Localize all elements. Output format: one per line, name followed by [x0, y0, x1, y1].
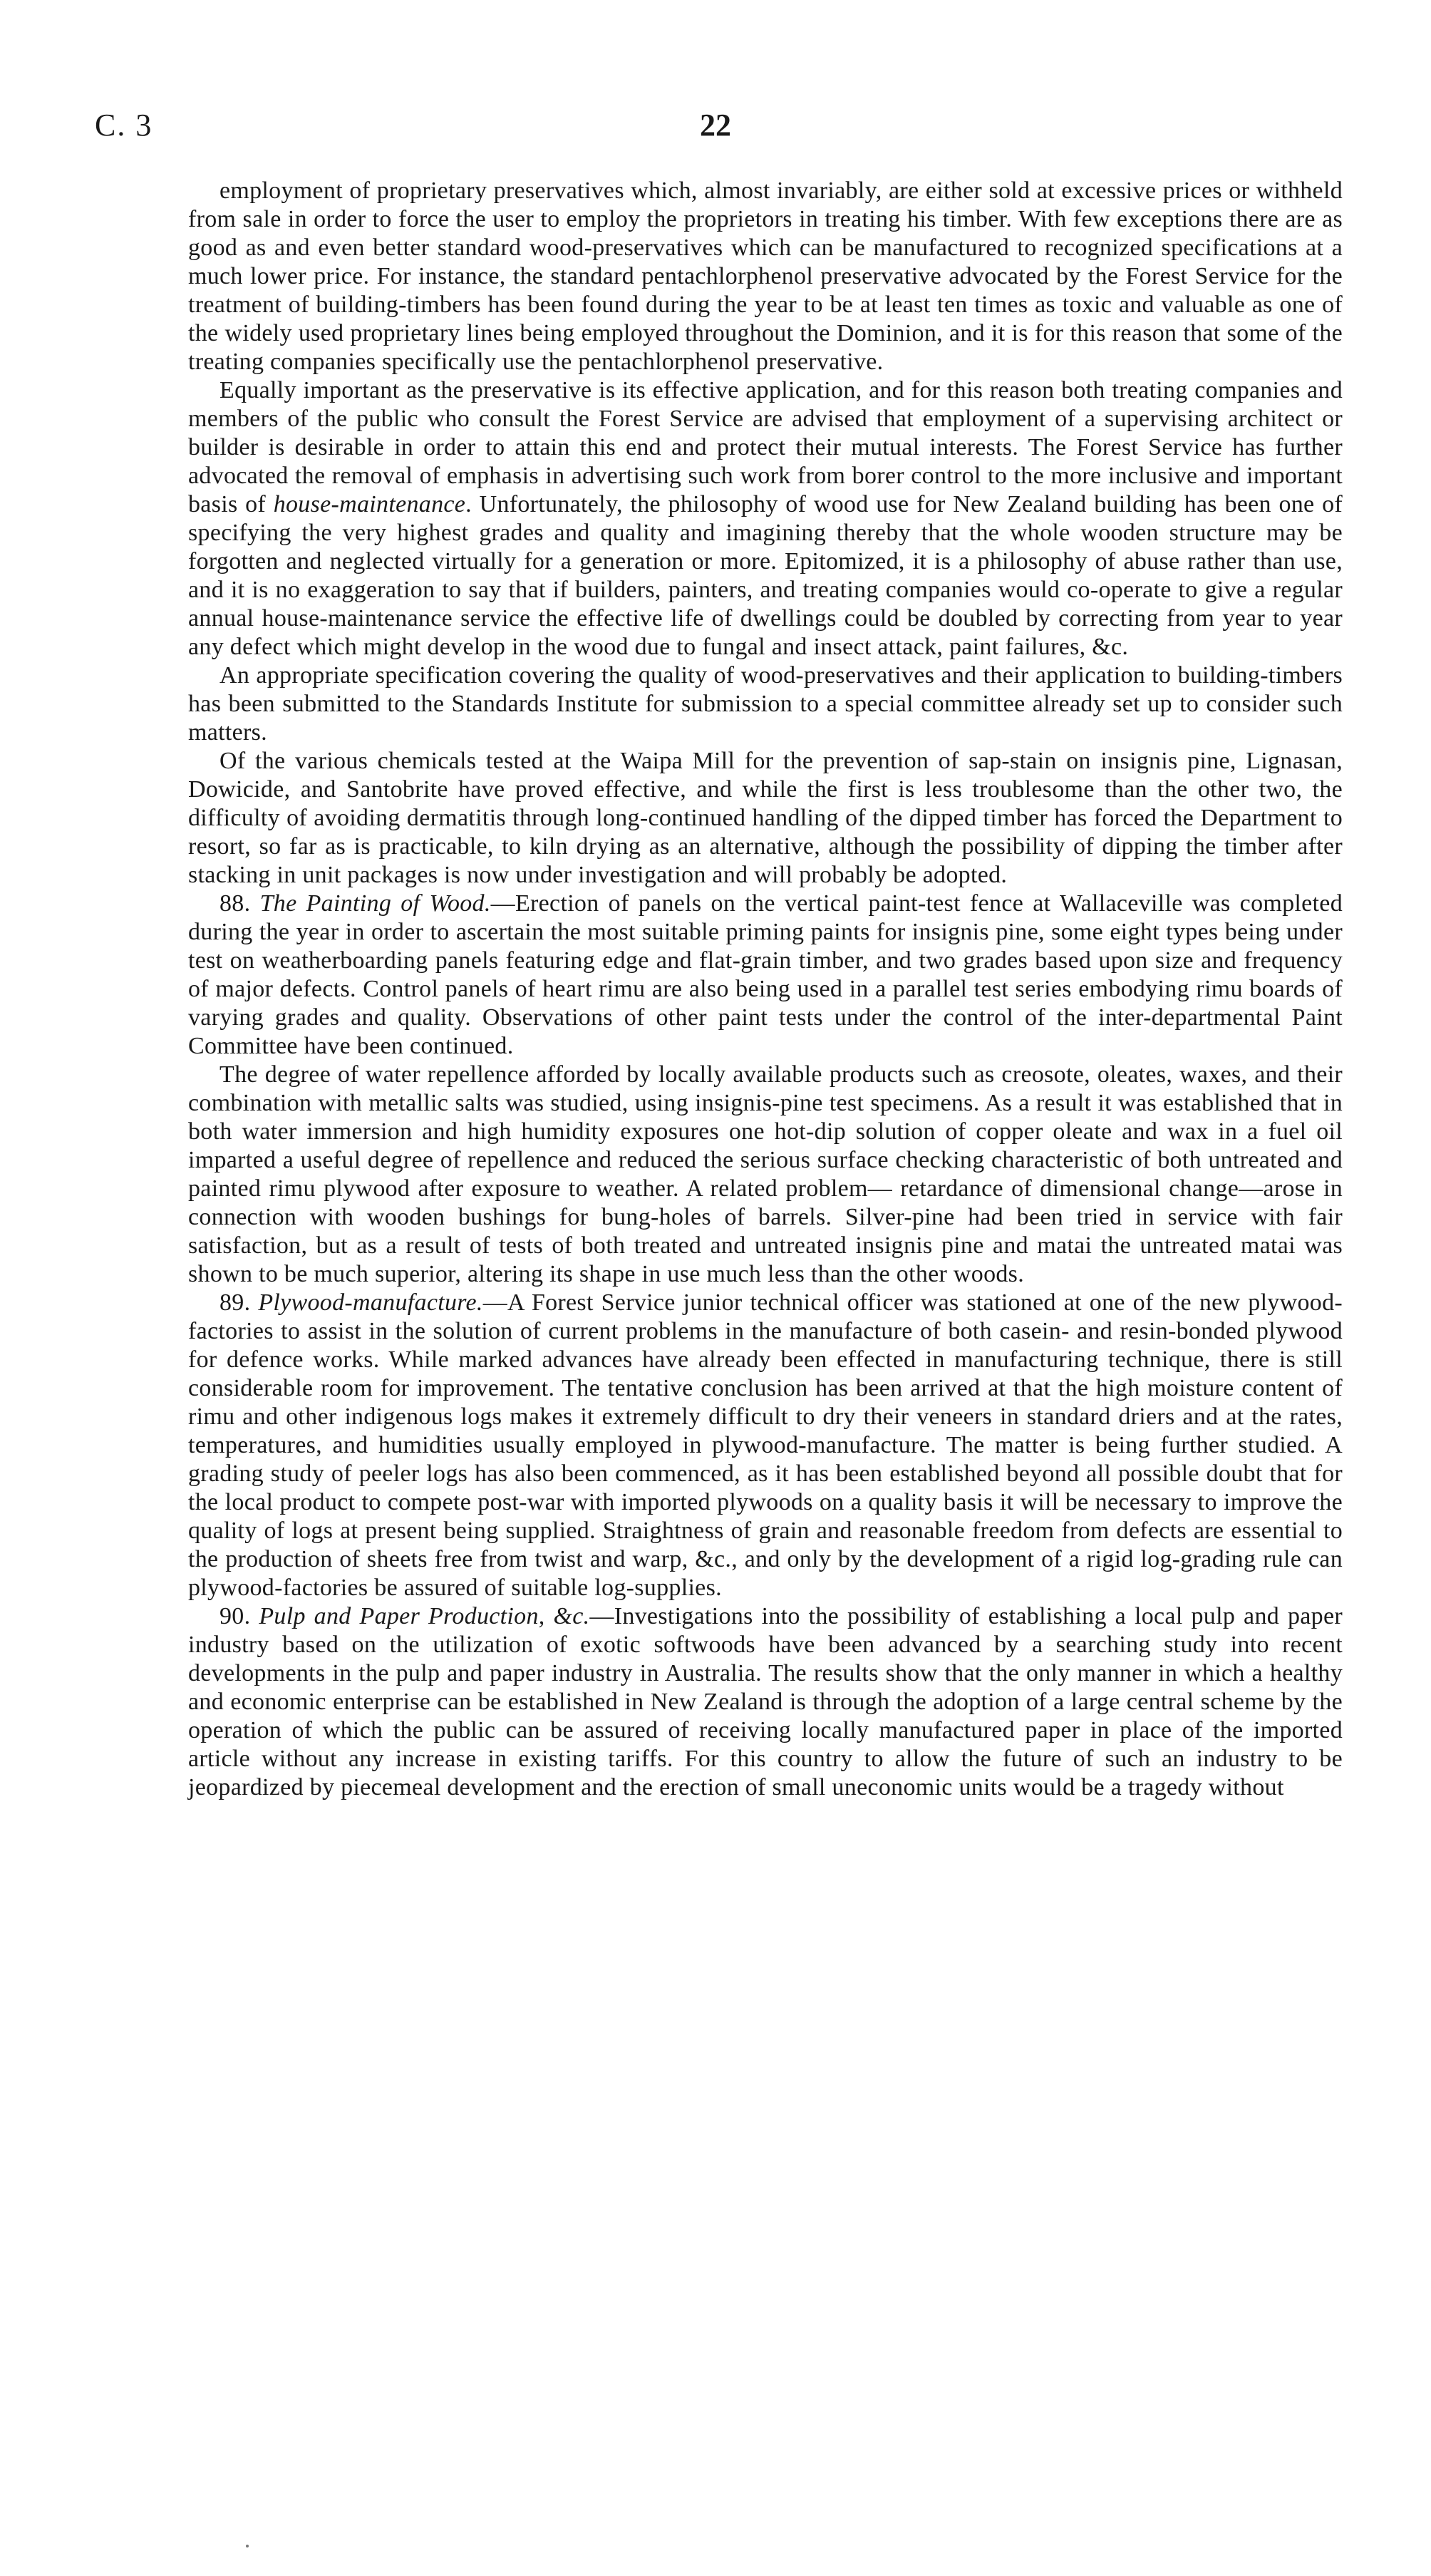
- paragraph-effective-application: Equally important as the preservative is its effective application, and for this reason both treating companies and members of the public who consult the Forest Service are advised that employment of a supervising architect or builder is desirable in order to attain this end and protect their mutual interests. The Forest Service has further advocated the removal of emphasis in advertising such work from borer control to the more inclusive and important basis of house-maintenance. Unfortunately, the philosophy of wood use for New Zealand building has been one of specifying the very highest grades and quality and imagining thereby that the whole wooden structure may be forgotten and neglected virtually for a generation or more. Epitomized, it is a philosophy of abuse rather than use, and it is no exaggeration to say that if builders, painters, and treating companies would co-operate to give a regular annual house-maintenance service the effective life of dwellings could be doubled by correcting from year to year any defect which might develop in the wood due to fungal and insect attack, paint failures, &c.: [188, 377, 1343, 660]
- page-number: 22: [700, 108, 731, 143]
- page-header: [0, 107, 1431, 150]
- paragraph-water-repellence: The degree of water repellence afforded by locally available products such as creosote, oleates, waxes, and their combination with metallic salts was studied, using insignis-pine test specimens. As a result it was established that in both water immersion and high humidity exposures one hot-dip solution of copper oleate and wax in a fuel oil imparted a useful degree of repellence and reduced the serious surface checking characteristic of both untreated and painted rimu plywood after exposure to weather. A related problem— retardance of dimensional change—arose in connection with wooden bushings for bung-holes of barrels. Silver-pine had been tried in service with fair satisfaction, but as a result of tests of both treated and untreated insignis pine and matai the untreated matai was shown to be much superior, altering its shape in use much less than the other woods.: [188, 1061, 1343, 1287]
- paragraph-specification: An appropriate specification covering the quality of wood-preservatives and their application to building-timbers has been submitted to the Standards Institute for submission to a special committee already set up to consider such matters.: [188, 662, 1343, 746]
- emphasis-house-maintenance: house-maintenance: [273, 491, 466, 517]
- section-88-painting-of-wood: 88. The Painting of Wood.—Erection of panels on the vertical paint-test fence at Wallaceville was completed during the year in order to ascertain the most suitable priming paints for insignis pine, some eight types being under test on weatherboarding panels featuring edge and flat-grain timber, and two grades based upon size and frequency of major defects. Control panels of heart rimu are also being used in a parallel test series embodying rimu boards of varying grades and quality. Observations of other paint tests under the control of the inter-departmental Paint Committee have been continued.: [188, 890, 1343, 1059]
- section-title: Plywood-manufacture.: [258, 1289, 483, 1316]
- paragraph-sap-stain: Of the various chemicals tested at the Waipa Mill for the prevention of sap-stain on insignis pine, Lignasan, Dowicide, and Santobrite have proved effective, and while the first is less troublesome than the other two, the difficulty of avoiding dermatitis through long-continued handling of the dipped timber has forced the Department to resort, so far as is practicable, to kiln drying as an alternative, although the possibility of dipping the timber after stacking in unit packages is now under investigation and will probably be adopted.: [188, 748, 1343, 888]
- section-89-plywood-manufacture: 89. Plywood-manufacture.—A Forest Service junior technical officer was stationed at one of the new plywood-factories to assist in the solution of current problems in the manufacture of both casein- and resin-bonded plywood for defence works. While marked advances have already been effected in manufacturing technique, there is still considerable room for improvement. The tentative conclusion has been arrived at that the high moisture content of rimu and other indigenous logs makes it extremely difficult to dry their veneers in standard driers and at the rates, temperatures, and humidities usually employed in plywood-manufacture. The matter is being further studied. A grading study of peeler logs has also been commenced, as it has been established beyond all possible doubt that for the local product to compete post-war with imported plywoods on a quality basis it will be necessary to improve the quality of logs at present being supplied. Straightness of grain and reasonable freedom from defects are essential to the production of sheets free from twist and warp, &c., and only by the development of a rigid log-grading rule can plywood-factories be assured of suitable log-supplies.: [188, 1289, 1343, 1601]
- section-90-pulp-and-paper: 90. Pulp and Paper Production, &c.—Investigations into the possibility of establishing a local pulp and paper industry based on the utilization of exotic softwoods have been advanced by a searching study into recent developments in the pulp and paper industry in Australia. The results show that the only manner in which a healthy and economic enterprise can be established in New Zealand is through the adoption of a large central scheme by the operation of which the public can be assured of receiving locally manufactured paper in place of the imported article without any increase in existing tariffs. For this country to allow the future of such an industry to be jeopardized by piecemeal development and the erection of small uneconomic units would be a tragedy without: [188, 1603, 1343, 1800]
- section-number: 89.: [219, 1289, 251, 1316]
- paragraph-preservatives-pricing: employment of proprietary preservatives which, almost invariably, are either sold at excessive prices or withheld from sale in order to force the user to employ the proprietors in treating his timber. With few exceptions there are as good as and even better standard wood-preservatives which can be manufactured to recognized specifications at a much lower price. For instance, the standard pentachlorphenol preservative advocated by the Forest Service for the treatment of building-timbers has been found during the year to be at least ten times as toxic and valuable as one of the widely used proprietary lines being employed throughout the Dominion, and it is for this reason that some of the treating companies specifically use the pentachlorphenol preservative.: [188, 177, 1343, 375]
- section-title: The Painting of Wood.: [259, 890, 491, 917]
- section-number: 90.: [219, 1603, 251, 1629]
- document-code: C. 3: [95, 108, 153, 143]
- section-title: Pulp and Paper Production, &c.: [259, 1603, 590, 1629]
- section-number: 88.: [219, 890, 251, 917]
- scan-speck: [246, 2545, 249, 2547]
- body-text: [188, 177, 1343, 1802]
